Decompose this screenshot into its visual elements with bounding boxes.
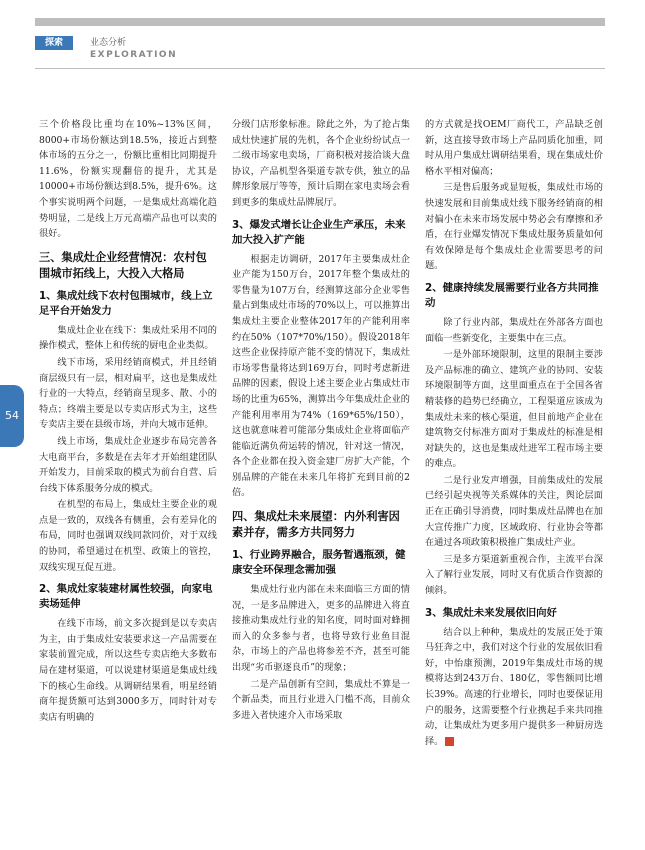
section-tag: 探索 <box>35 36 73 50</box>
paragraph: 除了行业内部，集成灶在外部各方面也面临一些新变化，主要集中在三点。 <box>425 316 603 344</box>
paragraph: 二是产品创新有空间，集成灶不算是一个新品类，而且行业进入门槛不高，目前众多进入者快速介入市场采取 <box>232 678 410 721</box>
paragraph: 集成灶行业内部在未来面临三方面的情况，一是多品牌进入，更多的品牌进入将直接推动集成灶行业的知名度，同时面对蜂拥而入的众多参与者，也将导致行业鱼目混杂，市场上的产品也将参差不齐，甚至可能出现“劣币驱逐良币”的现象； <box>232 584 410 674</box>
paragraph: 分级门店形象标准。除此之外，为了抢占集成灶快速扩展的先机，各个企业纷纷试点一二级市场家电卖场，厂商积极对接洽谈大盘协议，产品机型各渠道专款专供，独立的品牌形象展厅等等，预计后期在家电卖场会看到更多的集成灶品牌展厅。 <box>232 119 410 208</box>
page-number: 54 <box>0 385 24 447</box>
subheading: 1、集成灶线下农村包围城市，线上立足平台开始发力 <box>39 289 213 317</box>
column-2 <box>232 117 410 724</box>
paragraph: 三是多方渠道新重视合作，主流平台深入了解行业发展，同时又有优质合作资源的倾斜。 <box>425 553 603 597</box>
top-bar <box>35 18 605 26</box>
paragraph-final <box>425 625 603 750</box>
paragraph: 的方式就是找OEM厂商代工，产品缺乏创新，这直接导致市场上产品同质化加重，同时从用户集成灶调研结果看，现在集成灶价格水平相对偏高； <box>425 119 603 177</box>
paragraph: 根据走访调研，2017年主要集成灶企业产能为150万台，2017年整个集成灶的零售量为107万台，经测算这部分企业零售量占到集成灶市场的70%以上，可以推算出集成灶主要企业整体2017年的产能利用率约在50%（107*70%/150）。假设2018年这些企业保持原产能不变的情况下，集成灶市场零售量将达到169万台，同时考虑新进品牌的因素，假设上述主要企业占集成灶市场的比重为65%，测算出今年集成灶企业的产能利用率用为74%（169*65%/150），这也就意味着可能部分集成灶企业将面临产能临近满负荷运转的情况，针对这一情况，各个企业都在投入资金建厂房扩大产能，个别品牌的产能在未来几年将扩充到目前的2倍。 <box>232 253 410 499</box>
paragraph-text: 结合以上种种，集成灶的发展正处于策马狂奔之中，我们对这个行业的发展依旧看好，中怡康预测，2019年集成灶市场的规模将达到243万台、180亿，零售额同比增长39%。高速的行业增长，同时也要保证用户的服务，这需要整个行业携起手来共同推动，让集成灶为更多用户提供多一种厨房选择。 <box>425 626 603 747</box>
subheading: 2、集成灶家装建材属性较强，向家电卖场延伸 <box>39 583 213 611</box>
subheading: 2、健康持续发展需要行业各方共同推动 <box>425 281 599 309</box>
header-divider <box>35 68 605 69</box>
paragraph: 三是售后服务或显短板，集成灶市场的快速发展和目前集成灶线下服务经销商的相对偏小在未来市场发展中势必会有摩擦和矛盾，在行业爆发情况下集成灶服务质量如何有效保障是每个集成灶企业需要思考的问题。 <box>425 182 603 272</box>
paragraph: 在机型的布局上，集成灶主要企业的观点是一致的，双线各有侧重，会有差异化的布局，同时也强调双线同款同价，对于双线的协同，希望通过在机型、政策上的管控，双线实现互促互进。 <box>39 499 217 573</box>
column-1 <box>39 117 217 726</box>
column-3 <box>425 117 603 750</box>
subheading: 1、行业跨界融合，服务暂遇瓶颈，健康安全环保理念需加强 <box>232 549 406 577</box>
paragraph: 线下市场，采用经销商模式，并且经销商层级只有一层，相对扁平，这也是集成灶行业的一大特点，经销商呈现多、散、小的特点；终端主要是以专卖店形式为主，这些专卖店主要在县级市场，并向大城市延伸。 <box>39 356 217 431</box>
subheading: 3、爆发式增长让企业生产承压，未来加大投入扩产能 <box>232 218 406 246</box>
paragraph: 三个价格段比重均在10%~13%区间，8000+市场份额达到18.5%，接近占到整体市场的五分之一，份额比重相比同期提升11.6%，份额实现翻倍的提升，尤其是10000+市场份额达到8.5%，提升6%。这个事实说明两个问题，一是集成灶高端化趋势明显，二是线上万元高端产品也可以卖的很好。 <box>39 119 217 240</box>
paragraph: 在线下市场，前文多次提到是以专卖店为主，由于集成灶安装要求这一产品需要在家装前置完成，所以这些专卖店绝大多数布局在建材渠道，可以说建材渠道是集成灶线下的核心生命线。从调研结果看，明星经销商年提货额可达到3000多万，同时针对专卖店有明确的 <box>39 618 217 723</box>
paragraph: 一是外部环境限制，这里的限制主要涉及产品标准的确立、建筑产业的协同、安装环境限制等方面，这里面重点在于全国各省精装修的趋势已经确立，工程渠道应该成为集成灶未来的核心渠道，但目前地产企业在建筑物交付标准方面对于集成灶的标准是相对缺失的，这也是集成灶进军工程市场主要的难点。 <box>425 349 603 470</box>
section-heading-4: 四、集成灶未来展望：内外利害因素并存，需多方共同努力 <box>232 510 400 540</box>
paragraph: 二是行业发声增强，目前集成灶的发展已经引起央视等关系媒体的关注，舆论层面正在正确引导消费，同时集成灶品牌也在加大宣传推广力度，区域政府、行业协会等都在通过各项政策积极推广集成灶产业。 <box>425 474 603 549</box>
end-mark-icon <box>445 737 454 746</box>
section-title-cn: 业态分析 <box>90 38 127 48</box>
subheading: 3、集成灶未来发展依旧向好 <box>425 606 557 619</box>
section-heading-3: 三、集成灶企业经营情况：农村包围城市拓线上，大投入大格局 <box>39 250 207 280</box>
section-title-en: EXPLORATION <box>90 50 178 60</box>
paragraph: 线上市场，集成灶企业逐步布局完善各大电商平台，多数是在去年才开始组建团队开始发力，目前采取的模式为前台自营、后台线下体系服务分成的模式。 <box>39 435 217 494</box>
paragraph: 集成灶企业在线下：集成灶采用不同的操作模式，整体上和传统的厨电企业类似。 <box>39 324 217 352</box>
